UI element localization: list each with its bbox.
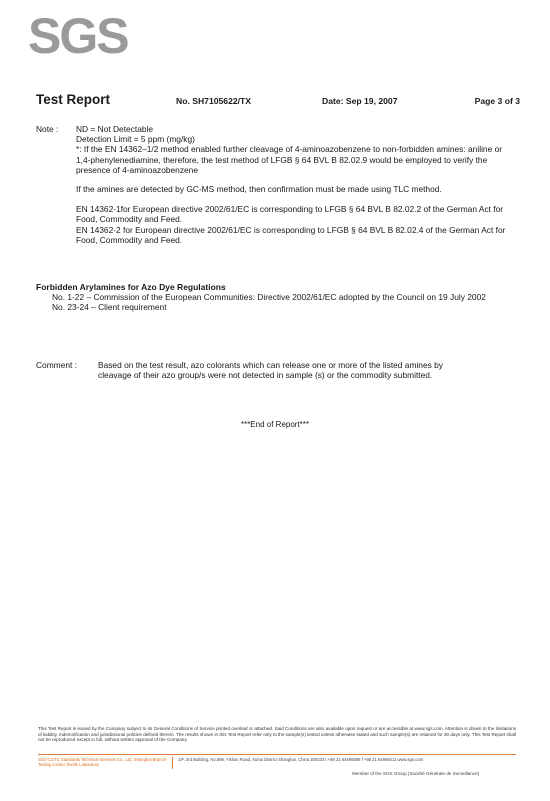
forbidden-item-no: No. 23-24 – bbox=[52, 302, 99, 313]
forbidden-title: Forbidden Arylamines for Azo Dye Regulations bbox=[36, 282, 226, 292]
svg-text:SGS: SGS bbox=[28, 11, 128, 59]
forbidden-item-text: Client requirement bbox=[98, 302, 167, 313]
footer-address: 1/F, 3rd Building, No.889, Yishan Road, Xuhui District Shanghai, China 200233 t +86 21 64495888 f +86 21 64956011 www.sgs.com bbox=[178, 757, 424, 762]
forbidden-item-no: No. 1-22 – bbox=[52, 292, 94, 302]
note-en2: EN 14362-2 for European directive 2002/61/EC is corresponding to LFGB § 64 BVL B 82.02.4 of the German Act for Food, Commodity and Feed. bbox=[76, 224, 506, 245]
note-gcms: If the amines are detected by GC-MS method, then confirmation must be made using TLC method. bbox=[76, 184, 442, 195]
note-body bbox=[76, 124, 516, 245]
footer-divider bbox=[38, 754, 516, 755]
forbidden-item bbox=[52, 292, 512, 302]
note-label: Note : bbox=[36, 124, 59, 134]
sgs-logo bbox=[28, 11, 138, 59]
comment-label: Comment : bbox=[36, 360, 77, 370]
report-header bbox=[36, 92, 520, 110]
forbidden-item bbox=[52, 302, 512, 312]
note-line-method: *: If the EN 14362–1/2 method enabled further cleavage of 4-aminoazobenzene to non-forbidden amines: aniline or 1,4-phenylenediamine, therefore, the test method of LFGB § 64 BVL B 82.02.9 would be employed to verify the presence of 4-aminoazobenzene bbox=[76, 144, 503, 175]
comment-body: Based on the test result, azo colorants which can release one or more of the listed amines by cleavage of their azo group/s were not detected in sample (s) or the commodity submitted. bbox=[98, 360, 443, 381]
report-number: No. SH7105622/TX bbox=[176, 96, 251, 106]
end-of-report: ***End of Report*** bbox=[240, 420, 310, 429]
report-date: Date: Sep 19, 2007 bbox=[322, 96, 398, 106]
note-en1: EN 14362-1for European directive 2002/61/EC is corresponding to LFGB § 64 BVL B 82.02.2 of the German Act for Food, Commodity and Feed. bbox=[76, 204, 504, 225]
note-line-detection-limit: Detection Limit = 5 ppm (mg/kg) bbox=[76, 134, 195, 145]
footer-member: Member of the SGS Group (Société Générale de Surveillance) bbox=[352, 771, 480, 776]
disclaimer: This Test Report is issued by the Company subject to its General Conditions of Service printed overleaf or attached. Said Conditions are also available upon request or are accessible at www.sgs.com. Attention is drawn to the limitations of liability, indemnification and jurisdictional policies defined therein. The results shown in this Test Report refer only to the sample(s) tested unless otherwise stated and such sample(s) are retained for 30 days only. This Test Report shall not be reproduced except in full, without written approval of the Company. bbox=[38, 726, 516, 743]
page-indicator: Page 3 of 3 bbox=[474, 96, 520, 106]
report-title: Test Report bbox=[36, 92, 111, 107]
forbidden-item-text: Commission of the European Communities: Directive 2002/61/EC adopted by the Council on 19 July 2002 bbox=[93, 292, 486, 302]
sgs-logo-mark bbox=[28, 11, 138, 59]
footer-separator bbox=[172, 757, 173, 769]
footer-company: SGS-CSTC Standards Technical Services Co., Ltd. Shanghai Branch Testing Center Textile Laboratory bbox=[38, 757, 166, 768]
forbidden-list bbox=[52, 292, 512, 312]
note-line-nd: ND = Not Detectable bbox=[76, 124, 154, 134]
